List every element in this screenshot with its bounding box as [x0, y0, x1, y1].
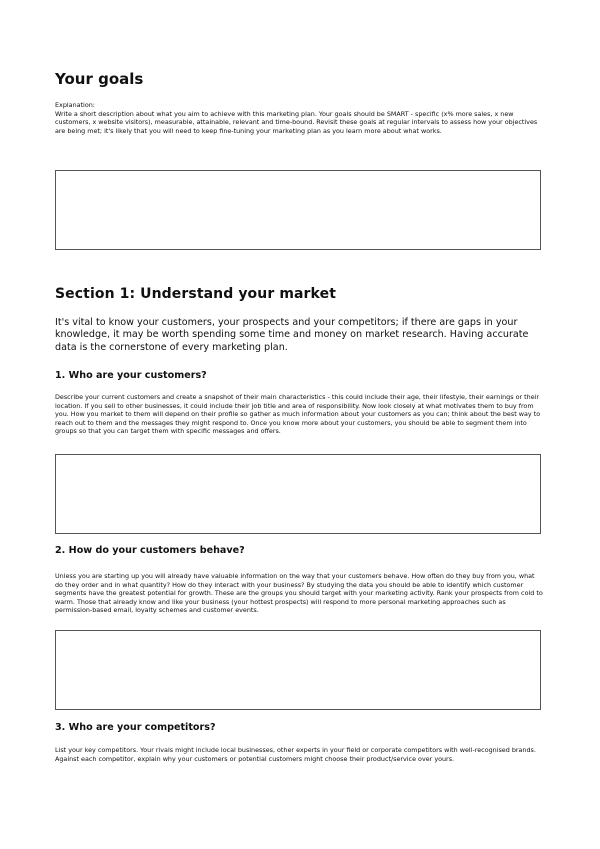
q2-heading: 2. How do your customers behave? [55, 545, 245, 556]
goals-heading: Your goals [55, 70, 144, 88]
q1-heading: 1. Who are your customers? [55, 370, 207, 381]
goals-explanation-label: Explanation: [55, 101, 95, 109]
q3-description: List your key competitors. Your rivals might include local businesses, other experts in your field or corporate competitors with well-recognised brands. Against each competitor, explain why your customers or potential customers might choose their product/service over yours. [55, 746, 536, 763]
q2-answer-box[interactable] [55, 630, 541, 710]
goals-explanation-text: Write a short description about what you aim to achieve with this marketing plan. Your goals should be SMART - specific (x% more sales, x new customers, x website visitors), measurable, attainable, relevant and time-bound. Revisit these goals at regular intervals to assess how your objectives are being met; it's likely that you will need to keep fine-tuning your marketing plan as you learn more about what works. [55, 109, 538, 135]
q1-description: Describe your current customers and create a snapshot of their main characteristics - this could include their age, their lifestyle, their earnings or their location. If you sell to other businesses, it could include their job title and area of responsibility. Now look closely at what motivates them to buy from you. How you market to them will depend on their profile so gather as much information about your customers as you can; think about the best way to reach out to them and the messages they might respond to. Once you know more about your customers, you should be able to segment them into groups so that you can target them with specific messages and offers. [55, 393, 541, 436]
section1-heading: Section 1: Understand your market [55, 286, 336, 302]
q2-description: Unless you are starting up you will already have valuable information on the way that your customers behave. How often do they buy from you, what do they order and in what quantity? How do they interact with your business? By studying the data you should be able to identify which customer segments have the greatest potential for growth. These are the groups you should target with your marketing activity. Rank your prospects from cold to warm. Those that already know and like your business (your hottest prospects) will respond to more personal marketing approaches such as permission-based email, loyalty schemes and customer events. [55, 572, 543, 615]
goals-explanation [55, 101, 543, 135]
q1-answer-box[interactable] [55, 454, 541, 534]
goals-answer-box[interactable] [55, 170, 541, 250]
section1-intro: It's vital to know your customers, your prospects and your competitors; if there are gaps in your knowledge, it may be worth spending some time and money on market research. Having accurate data is the cornerstone of every marketing plan. [55, 317, 529, 353]
q3-heading: 3. Who are your competitors? [55, 722, 216, 733]
